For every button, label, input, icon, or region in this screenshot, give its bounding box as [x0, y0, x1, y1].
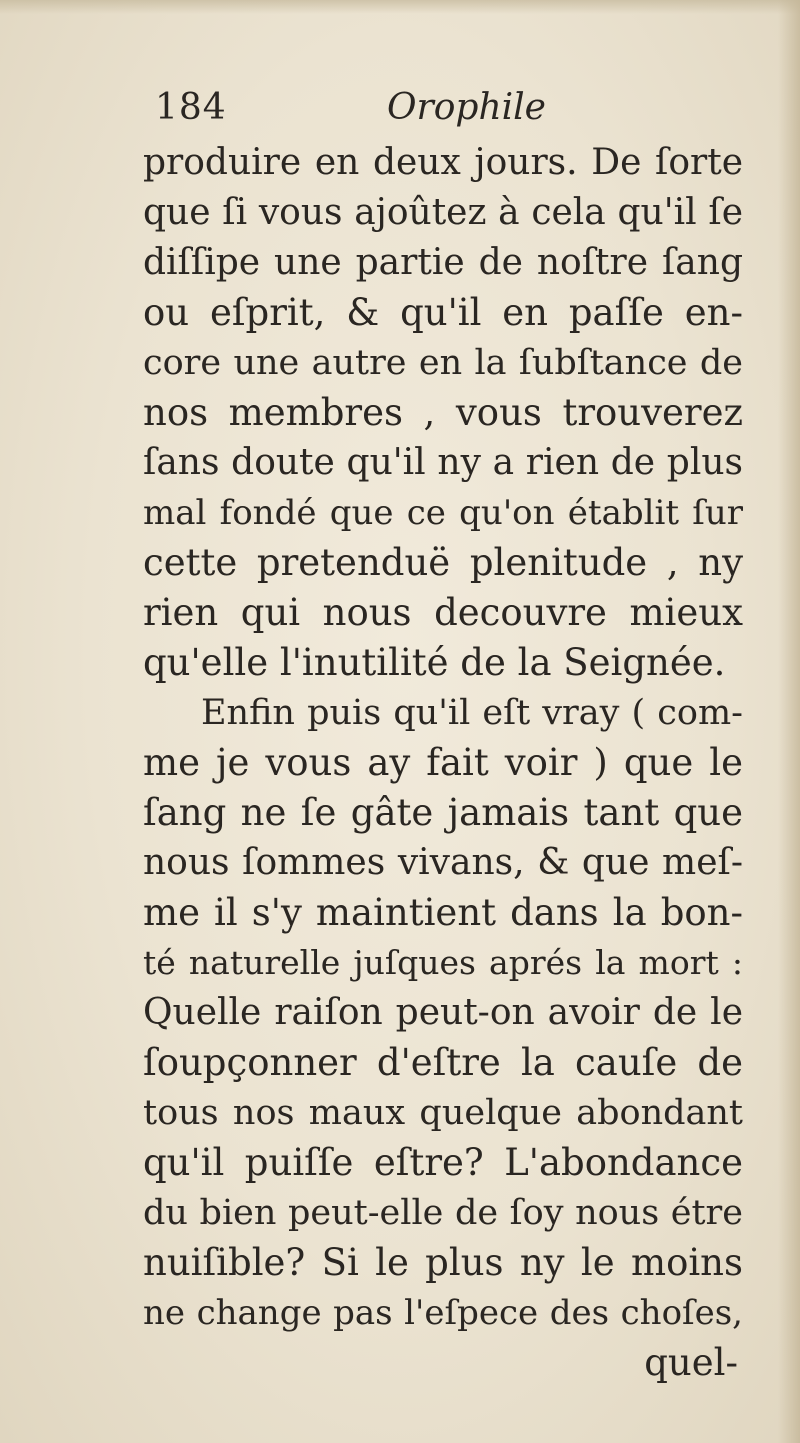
running-head — [155, 78, 755, 138]
page-number: 184 — [155, 87, 227, 128]
text-line: mal fondé que ce qu'on établit ſur — [143, 493, 743, 533]
text-line: ſoupçonner d'eſtre la cauſe de — [143, 1041, 743, 1084]
text-line: ou eſprit, & qu'il en paſſe en- — [143, 291, 743, 334]
text-line: ſang ne ſe gâte jamais tant que — [143, 791, 743, 834]
text-line: core une autre en la ſubſtance de — [143, 343, 743, 383]
text-line: me je vous ay fait voir ) que le — [143, 741, 743, 784]
text-line: nous ſommes vivans, & que meſ- — [143, 842, 743, 883]
text-line: diſſipe une partie de noſtre ſang — [143, 242, 743, 283]
text-line: rien qui nous decouvre mieux — [143, 591, 743, 634]
paragraph-start-line: Enfin puis qu'il eſt vray ( com- — [201, 693, 743, 733]
page-top-shadow — [0, 0, 800, 14]
text-line: qu'il puiſſe eſtre? L'abondance — [143, 1141, 743, 1184]
text-line: tous nos maux quelque abondant — [143, 1093, 743, 1133]
text-line: nuiſible? Si le plus ny le moins — [143, 1241, 743, 1284]
text-line: ne change pas l'eſpece des choſes, — [143, 1293, 743, 1333]
text-line: du bien peut-elle de ſoy nous étre — [143, 1193, 743, 1233]
page-right-edge — [778, 0, 800, 1443]
text-line: qu'elle l'inutilité de la Seignée. — [143, 641, 726, 684]
text-line: me il s'y maintient dans la bon- — [143, 891, 743, 934]
running-title: Orophile — [387, 87, 546, 128]
text-line: cette pretenduë plenitude , ny — [143, 541, 743, 584]
text-line: nos membres , vous trouverez — [143, 391, 743, 434]
text-line: Quelle raiſon peut-on avoir de le — [143, 992, 743, 1033]
catchword: quel- — [644, 1341, 738, 1384]
text-line: ſans doute qu'il ny a rien de plus — [143, 442, 743, 483]
text-line: produire en deux jours. De ſorte — [143, 142, 743, 183]
body-text — [143, 138, 743, 1388]
text-line: que ſi vous ajoûtez à cela qu'il ſe — [143, 192, 743, 233]
text-line: té naturelle juſques aprés la mort : — [143, 943, 743, 982]
